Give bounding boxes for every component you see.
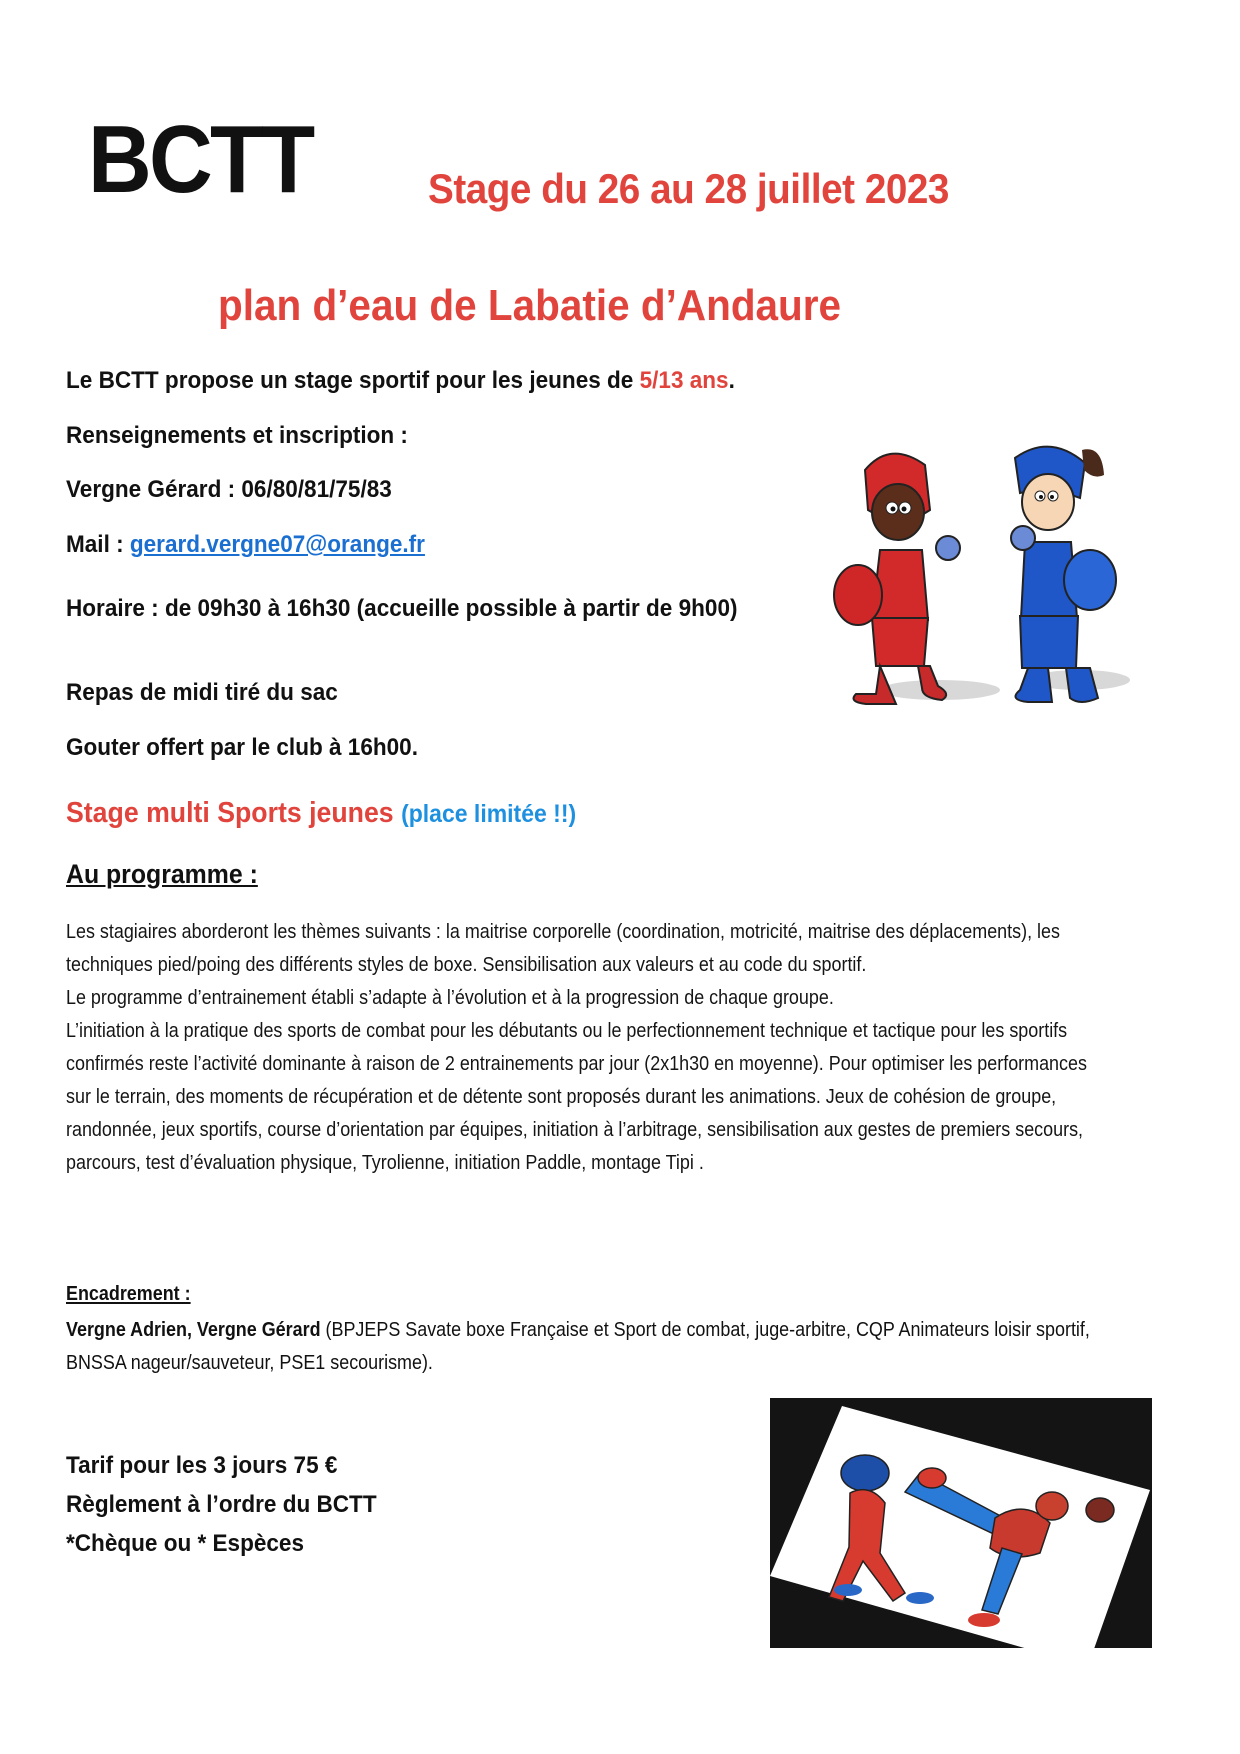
repas-text: Repas de midi tiré du sac [66,679,338,706]
payment-methods-text: *Chèque ou * Espèces [66,1530,305,1557]
intro-suffix: . [728,367,735,394]
horaire-text: Horaire : de 09h30 à 16h30 (accueille possible à partir de 9h00) [66,595,738,622]
club-logo-text: BCTT [88,106,313,213]
stage-dates-title: Stage du 26 au 28 juillet 2023 [428,165,949,212]
kickboxing-illustration [770,1398,1152,1648]
contact-phone: Vergne Gérard : 06/80/81/75/83 [66,476,392,503]
multi-sports-title: Stage multi Sports jeunes [66,797,394,829]
programme-paragraph: L’initiation à la pratique des sports de combat pour les débutants ou le perfectionnement technique et tactique pour les sportifs confirmés reste l’activité dominante à raison de 2 entrainements par jour (2x1h30 en moyenne). Pour optimiser les performances sur le terrain, des moments de récupération et de détente sont proposés durant les animations. Jeux de cohésion de groupe, randonnée, jeux sportifs, course d’orientation par équipes, initiation à l’arbitrage, sensibilisation aux gestes de premiers secours, parcours, test d’évaluation physique, Tyrolienne, initiation Paddle, montage Tipi . [66,1019,1087,1174]
limited-places-note: (place limitée !!) [401,800,577,828]
programme-title: Au programme : [66,859,258,889]
programme-paragraph: Le programme d’entrainement établi s’adapte à l’évolution et à la progression de chaque groupe. [66,986,834,1009]
encadrement-text [66,1313,1099,1379]
intro-line [66,366,735,395]
age-range: 5/13 ans [639,367,729,394]
payment-order-text: Règlement à l’ordre du BCTT [66,1491,377,1518]
instructor-names: Vergne Adrien, Vergne Gérard [66,1318,321,1341]
price-text: Tarif pour les 3 jours 75 € [66,1452,338,1479]
mail-link[interactable]: gerard.vergne07@orange.fr [129,531,425,558]
tarif-block [66,1446,377,1563]
programme-paragraph: Les stagiaires aborderont les thèmes suivants : la maitrise corporelle (coordination, motricité, maitrise des déplacements), les techniques pied/poing des différents styles de boxe. Sensibilisation aux valeurs et au code du sportif. [66,920,1060,976]
mail-label: Mail : [66,531,130,558]
tilted-photo-card [770,1406,1150,1648]
intro-prefix: Le BCTT propose un stage sportif pour les jeunes de [66,367,640,394]
gouter-text: Gouter offert par le club à 16h00. [66,734,418,761]
location-title: plan d’eau de Labatie d’Andaure [218,281,842,330]
red-boxer-figure [834,454,960,704]
programme-text [66,915,1099,1179]
encadrement-title: Encadrement : [66,1282,191,1305]
inscription-label: Renseignements et inscription : [66,422,408,449]
multi-sports-line [66,796,576,831]
blue-boxer-figure [1011,447,1116,702]
mail-line [66,530,425,559]
kickboxing-image-frame [770,1398,1152,1648]
boxers-illustration [820,430,1140,730]
instructor-qualifications: (BPJEPS Savate boxe Française et Sport de combat, juge-arbitre, CQP Animateurs loisir sportif, BNSSA nageur/sauveteur, PSE1 secourisme). [66,1318,1090,1374]
